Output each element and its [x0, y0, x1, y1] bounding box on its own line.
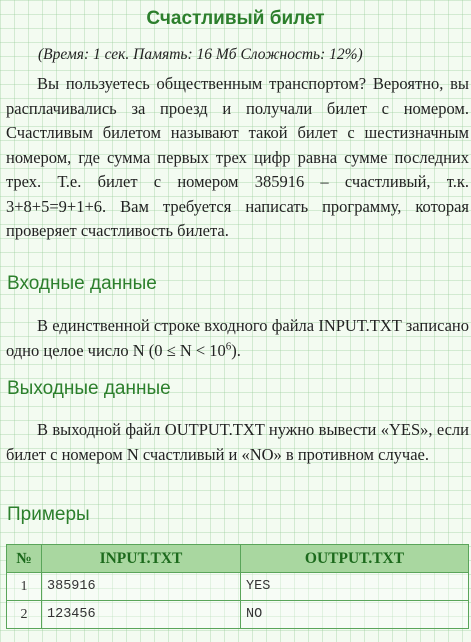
input-heading: Входные данные: [7, 273, 157, 294]
examples-table: [6, 544, 469, 629]
output-cell: YES: [241, 573, 469, 601]
table-row: [7, 601, 469, 629]
input-exponent: 6: [225, 340, 232, 352]
input-cell: 385916: [42, 573, 241, 601]
page-title: Счастливый билет: [146, 8, 325, 29]
examples-heading: Примеры: [7, 504, 90, 525]
column-header-output: OUTPUT.TXT: [241, 545, 469, 573]
column-header-input: INPUT.TXT: [42, 545, 241, 573]
input-text: В единственной строке входного файла INPUT.TXT записано одно целое число N (0 ≤ N < 10: [6, 316, 469, 360]
input-text-end: ).: [231, 340, 241, 360]
output-heading: Выходные данные: [7, 378, 171, 399]
problem-limits: (Время: 1 сек. Память: 16 Мб Сложность: 12%): [38, 46, 363, 63]
problem-statement: Вы пользуетесь общественным транспортом? Вероятно, вы расплачивались за проезд и получали билет с номером. Счастливым билетом называют такой билет с шестизначным номером, где сумма первых трех цифр равна сумме последних трех. Т.е. билет с номером 385916 – счастливый, т.к. 3+8+5=9+1+6. Вам требуется написать программу, которая проверяет счастливость билета.: [6, 74, 469, 240]
row-number: 2: [7, 601, 42, 629]
column-header-number: №: [7, 545, 42, 573]
table-row: [7, 573, 469, 601]
input-description: [6, 314, 469, 363]
input-cell: 123456: [42, 601, 241, 629]
row-number: 1: [7, 573, 42, 601]
output-description: В выходной файл OUTPUT.TXT нужно вывести «YES», если билет с номером N счастливый и «NO» в противном случае.: [6, 420, 469, 464]
table-header-row: [7, 545, 469, 573]
output-cell: NO: [241, 601, 469, 629]
